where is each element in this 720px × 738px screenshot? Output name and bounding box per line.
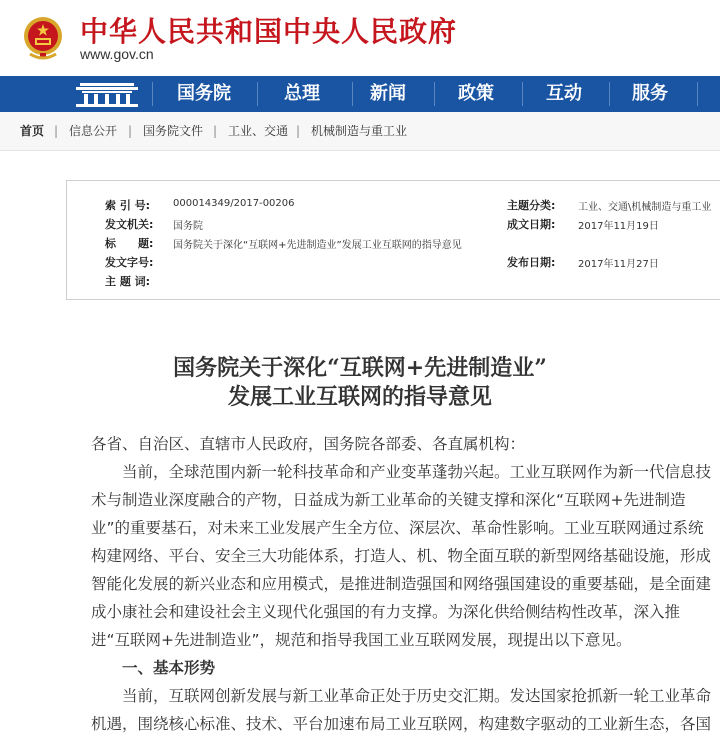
doc-number-label: 发文字号: xyxy=(105,256,154,269)
body-line: 当前，全球范围内新一轮科技革命和产业变革蓬勃兴起。工业互联网作为新一代信息技 xyxy=(91,463,712,481)
breadcrumb-separator: | xyxy=(213,124,218,138)
body-line: 构建网络、平台、安全三大功能体系，打造人、机、物全面互联的新型网络基础设施，形成 xyxy=(91,547,712,565)
breadcrumb-separator: | xyxy=(54,124,59,138)
nav-item-state-council[interactable]: 国务院 xyxy=(177,83,231,104)
topic-label: 主题分类: xyxy=(507,199,556,212)
nav-item-interaction[interactable]: 互动 xyxy=(546,83,582,104)
breadcrumb-industry-transport[interactable]: 工业、交通 xyxy=(228,124,289,138)
breadcrumb xyxy=(0,112,720,151)
index-number-value: 000014349/2017-00206 xyxy=(173,198,295,209)
written-date-label: 成文日期: xyxy=(507,218,556,231)
nav-item-policy[interactable]: 政策 xyxy=(458,83,494,104)
nav-divider xyxy=(522,82,523,106)
publish-date-label: 发布日期: xyxy=(507,256,556,269)
index-number-label: 索 引 号: xyxy=(105,199,151,212)
nav-item-services[interactable]: 服务 xyxy=(632,83,668,104)
body-line: 智能化发展的新兴业态和应用模式，是推进制造强国和网络强国建设的重要基础，是全面建 xyxy=(91,575,712,593)
document-info-box xyxy=(66,180,720,300)
title-value: 国务院关于深化“互联网+先进制造业”发展工业互联网的指导意见 xyxy=(173,240,462,251)
site-title[interactable]: 中华人民共和国中央人民政府 xyxy=(80,15,458,48)
written-date-value: 2017年11月19日 xyxy=(578,221,659,232)
body-line: 业”的重要基石，对未来工业发展产生全方位、深层次、革命性影响。工业互联网通过系统 xyxy=(91,519,704,537)
title-label: 标 题: xyxy=(105,237,154,250)
nav-item-news[interactable]: 新闻 xyxy=(370,83,406,104)
nav-divider xyxy=(257,82,258,106)
keywords-label: 主 题 词: xyxy=(105,275,151,288)
breadcrumb-separator: | xyxy=(296,124,301,138)
nav-item-premier[interactable]: 总理 xyxy=(284,83,320,104)
document-title-line-2: 发展工业互联网的指导意见 xyxy=(227,384,492,410)
body-line: 各省、自治区、直辖市人民政府，国务院各部委、各直属机构： xyxy=(91,435,526,453)
document-body xyxy=(91,430,712,738)
site-header xyxy=(0,0,720,76)
publish-date-value: 2017年11月27日 xyxy=(578,259,659,270)
breadcrumb-state-council-docs[interactable]: 国务院文件 xyxy=(143,124,204,138)
body-line: 机遇，围绕核心标准、技术、平台加速布局工业互联网，构建数字驱动的工业新生态，各国 xyxy=(91,715,712,733)
breadcrumb-info-disclosure[interactable]: 信息公开 xyxy=(69,124,118,138)
breadcrumb-home[interactable]: 首页 xyxy=(20,124,45,138)
body-line: 进“互联网+先进制造业”，规范和指导我国工业互联网发展，现提出以下意见。 xyxy=(91,631,632,649)
issuer-label: 发文机关: xyxy=(105,218,154,231)
home-gate-icon[interactable] xyxy=(72,80,142,108)
body-line: 术与制造业深度融合的产物，日益成为新工业革命的关键支撑和深化“互联网+先进制造 xyxy=(91,491,686,509)
breadcrumb-machinery[interactable]: 机械制造与重工业 xyxy=(311,124,408,138)
national-emblem-icon[interactable] xyxy=(22,12,64,62)
issuer-value: 国务院 xyxy=(173,221,203,232)
topic-value: 工业、交通\机械制造与重工业 xyxy=(578,202,712,213)
site-domain: www.gov.cn xyxy=(80,46,154,62)
nav-divider xyxy=(697,82,698,106)
nav-divider xyxy=(434,82,435,106)
main-navigation xyxy=(0,76,720,112)
body-line: 成小康社会和建设社会主义现代化强国的有力支撑。为深化供给侧结构性改革，深入推 xyxy=(91,603,681,621)
document-title-line-1: 国务院关于深化“互联网+先进制造业” xyxy=(173,355,547,381)
section-heading: 一、基本形势 xyxy=(91,659,216,677)
body-line: 当前，互联网创新发展与新工业革命正处于历史交汇期。发达国家抢抓新一轮工业革命 xyxy=(91,687,712,705)
breadcrumb-separator: | xyxy=(128,124,133,138)
nav-divider xyxy=(152,82,153,106)
